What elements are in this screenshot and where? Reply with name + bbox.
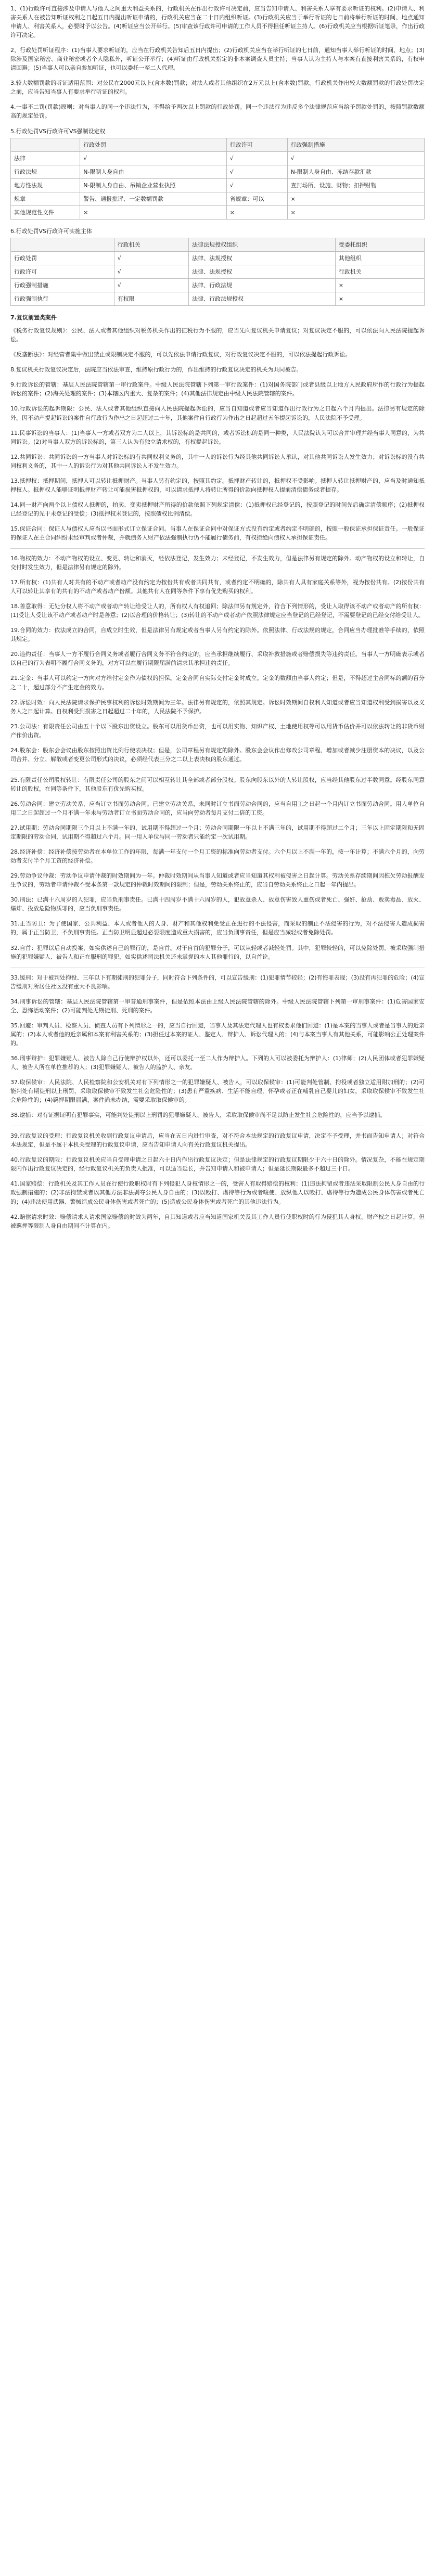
paragraph: 9.行政诉讼的管辖：基层人民法院管辖第一审行政案件。中级人民法院管辖下列第一审行政案件：(1)对国务院部门或者县级以上地方人民政府所作的行政行为提起诉讼的案件；(2)海关处理的案件；(3)本辖区内重大、复杂的案件；(4)其他法律规定由中级人民法院管辖的案件。 xyxy=(10,381,425,397)
paragraph: 35.回避：审判人员、检察人员、侦查人员有下列情形之一的，应当自行回避，当事人及其法定代理人也有权要求他们回避：(1)是本案的当事人或者是当事人的近亲属的；(2)本人或者他的近亲属和本案有利害关系的；(3)担任过本案的证人、鉴定人、辩护人、诉讼代理人的；(4)与本案当事人有其他关系，可能影响公正处理案件的。 xyxy=(10,1022,425,1047)
table-cell: 法律、行政法规 xyxy=(189,279,336,292)
table-cell: 地方性法规 xyxy=(11,178,80,192)
table-cell: √ xyxy=(114,251,188,265)
paragraph: 20.违约责任：当事人一方不履行合同义务或者履行合同义务不符合约定的，应当承担继续履行、采取补救措施或者赔偿损失等违约责任。当事人一方明确表示或者以自己的行为表明不履行合同义务的，对方可以在履行期限届满前请求其承担违约责任。 xyxy=(10,651,425,667)
paragraph: 18.善意取得：无处分权人将不动产或者动产转让给受让人的，所有权人有权追回；除法律另有规定外，符合下列情形的，受让人取得该不动产或者动产的所有权：(1)受让人受让该不动产或者动产时是善意；(2)以合理的价格转让；(3)转让的不动产或者动产依照法律规定应当登记的已经登记，不需要登记的已经交付给受让人。 xyxy=(10,603,425,619)
table-header-cell: 行政强制措施 xyxy=(287,138,424,151)
table-cell: 警告、通报批评、一定数额罚款 xyxy=(80,192,226,205)
table-header-row xyxy=(11,238,425,251)
table-header-cell: 行政许可 xyxy=(226,138,287,151)
paragraph: 36.刑事辩护：犯罪嫌疑人、被告人除自己行使辩护权以外，还可以委托一至二人作为辩护人。下列的人可以被委托为辩护人：(1)律师；(2)人民团体或者犯罪嫌疑人、被告人所在单位推荐的人；(3)犯罪嫌疑人、被告人的监护人、亲友。 xyxy=(10,1054,425,1071)
table-row xyxy=(11,265,425,278)
paragraph: 23.公司法：有限责任公司由五十个以下股东出资设立。股东可以用货币出资，也可以用实物、知识产权、土地使用权等可以用货币估价并可以依法转让的非货币财产作价出资。 xyxy=(10,723,425,739)
paragraph: 17.所有权：(1)共有人对共有的不动产或者动产没有约定为按份共有或者共同共有，或者约定不明确的，除共有人具有家庭关系等外，视为按份共有。(2)按份共有人可以转让其享有的共有的不动产或者动产份额。其他共有人在同等条件下享有优先购买的权利。 xyxy=(10,579,425,595)
paragraph: 2、行政处罚听证程序：(1)当事人要求听证的，应当在行政机关告知后五日内提出；(2)行政机关应当在举行听证的七日前，通知当事人举行听证的时间、地点；(3)除涉及国家秘密、商业秘密或者个人隐私外，听证公开举行；(4)听证由行政机关指定的非本案调查人员主持；当事人认为主持人与本案有直接利害关系的，有权申请回避；(5)当事人可以亲自参加听证，也可以委托一至二人代理。 xyxy=(10,47,425,72)
table-cell: 其他组织 xyxy=(335,251,424,265)
table-cell: 行政许可 xyxy=(11,265,114,278)
paragraph: 《税务行政复议规则》：公民、法人或者其他组织对税务机关作出的征税行为不服的，应当先向复议机关申请复议；对复议决定不服的，可以依法向人民法院提起诉讼。 xyxy=(10,327,425,343)
section-title: 7.复议前置类案件 xyxy=(10,314,57,321)
paragraph-group xyxy=(10,973,425,1120)
paragraph-group xyxy=(10,554,425,764)
table-cell: N-限制人身自由、吊销企业营业执照 xyxy=(80,178,226,192)
table-cell: 其他规范性文件 xyxy=(11,205,80,219)
paragraph: 3.较大数额罚款的听证适用范围：对公民在2000元以上(含本数)罚款；对法人或者其他组织在2万元以上(含本数)罚款。行政机关作出较大数额罚款的行政处罚决定之前，应当告知当事人有要求举行听证的权利。 xyxy=(10,80,425,96)
table-powers xyxy=(10,138,425,220)
table-header-row xyxy=(11,138,425,151)
table-subjects xyxy=(10,238,425,306)
table-cell: 行政强制措施 xyxy=(11,279,114,292)
table-cell: × xyxy=(80,205,226,219)
paragraph: 14.同一财产向两个以上债权人抵押的，拍卖、变卖抵押财产所得的价款依照下列规定清偿：(1)抵押权已经登记的，按照登记的时间先后确定清偿顺序；(2)抵押权已经登记的先于未登记的受偿；(3)抵押权未登记的，按照债权比例清偿。 xyxy=(10,501,425,517)
paragraph-group xyxy=(10,4,425,121)
table-cell: √ xyxy=(80,151,226,165)
document-page xyxy=(0,0,435,1230)
table-cell: √ xyxy=(114,279,188,292)
table-cell: × xyxy=(226,205,287,219)
table-header-cell: 法律法规授权组织 xyxy=(189,238,336,251)
table-row xyxy=(11,178,425,192)
table-cell: 行政处罚 xyxy=(11,251,114,265)
paragraph: 25.有限责任公司股权转让：有限责任公司的股东之间可以相互转让其全部或者部分股权。股东向股东以外的人转让股权，应当经其他股东过半数同意。经股东同意转让的股权，在同等条件下，其他股东有优先购买权。 xyxy=(10,776,425,792)
table-cell: 行政法规 xyxy=(11,165,80,178)
table2-caption: 6.行政处罚VS行政许可实施主体 xyxy=(10,227,93,235)
table-row xyxy=(11,205,425,219)
table1-caption: 5.行政处罚VS行政许可VS强制设定权 xyxy=(10,127,106,135)
table-row xyxy=(11,279,425,292)
paragraph: 38.逮捕：对有证据证明有犯罪事实，可能判处徒刑以上刑罚的犯罪嫌疑人、被告人，采取取保候审尚不足以防止发生社会危险性的，应当予以逮捕。 xyxy=(10,1112,386,1119)
table-cell: N-限制人身自由 xyxy=(80,165,226,178)
table-cell: √ xyxy=(114,265,188,278)
paragraph: 40.行政复议的期限：行政复议机关应当自受理申请之日起六十日内作出行政复议决定；但是法律规定的行政复议期限少于六十日的除外。情况复杂，不能在规定期限内作出行政复议决定的，经行政复议机关的负责人批准，可以适当延长，并告知申请人和被申请人；但是延长期限最多不超过三十日。 xyxy=(10,1156,425,1173)
table-cell: 行政机关 xyxy=(335,265,424,278)
paragraph: 10.行政诉讼的起诉期限：公民、法人或者其他组织直接向人民法院提起诉讼的，应当自知道或者应当知道作出行政行为之日起六个月内提出。法律另有规定的除外。因不动产提起诉讼的案件自行政行为作出之日起超过二十年，其他案件自行政行为作出之日起超过五年提起诉讼的，人民法院不予受理。 xyxy=(10,405,425,421)
paragraph-group xyxy=(10,1131,425,1230)
table-cell: √ xyxy=(287,151,424,165)
paragraph: 8.复议机关行政复议决定后，法院应当依法审查，维持原行政行为的，作出维持的行政复议决定的机关为共同被告。 xyxy=(10,366,302,373)
table-cell: 行政强制执行 xyxy=(11,292,114,306)
paragraph: 13.抵押权：抵押期间，抵押人可以转让抵押财产。当事人另有约定的，按照其约定。抵押财产转让的，抵押权不受影响。抵押人转让抵押财产的，应当及时通知抵押权人。抵押权人能够证明抵押财产转让可能损害抵押权的，可以请求抵押人将转让所得的价款向抵押权人提前清偿债务或者提存。 xyxy=(10,477,425,493)
paragraph: 26.劳动合同：建立劳动关系，应当订立书面劳动合同。已建立劳动关系，未同时订立书面劳动合同的，应当自用工之日起一个月内订立书面劳动合同。用人单位自用工之日起超过一个月不满一年未与劳动者订立书面劳动合同的，应当向劳动者每月支付二倍的工资。 xyxy=(10,800,425,816)
table-cell: √ xyxy=(226,165,287,178)
paragraph: 24.股东会：股东会会议由股东按照出资比例行使表决权；但是，公司章程另有规定的除外。股东会会议作出修改公司章程、增加或者减少注册资本的决议，以及公司合并、分立、解散或者变更公司形式的决议，必须经代表三分之二以上表决权的股东通过。 xyxy=(10,746,425,763)
table-header-cell xyxy=(11,238,114,251)
paragraph: 39.行政复议的受理：行政复议机关收到行政复议申请后，应当在五日内进行审查，对不符合本法规定的行政复议申请，决定不予受理，并书面告知申请人；对符合本法规定，但是不属于本机关受理的行政复议申请，应当告知申请人向有关行政复议机关提出。 xyxy=(10,1132,425,1149)
paragraph: 21.定金：当事人可以约定一方向对方给付定金作为债权的担保。定金合同自实际交付定金时成立。定金的数额由当事人约定；但是，不得超过主合同标的额的百分之二十，超过部分不产生定金的效力。 xyxy=(10,675,425,691)
paragraph: 4.一事不二罚(罚款)原则：对当事人的同一个违法行为，不得给予两次以上罚款的行政处罚。同一个违法行为违反多个法律规范应当给予罚款处罚的，按照罚款数额高的规定处罚。 xyxy=(10,104,425,120)
paragraph: 32.自首：犯罪以后自动投案，如实供述自己的罪行的，是自首。对于自首的犯罪分子，可以从轻或者减轻处罚。其中，犯罪较轻的，可以免除处罚。被采取强制措施的犯罪嫌疑人、被告人和正在服刑的罪犯，如实供述司法机关还未掌握的本人其他罪行的，以自首论。 xyxy=(10,944,425,960)
table-row xyxy=(11,151,425,165)
table-cell: 查封场所、设施、财物；扣押财物 xyxy=(287,178,424,192)
table-cell: × xyxy=(335,279,424,292)
paragraph: 28.经济补偿：经济补偿按劳动者在本单位工作的年限，每满一年支付一个月工资的标准向劳动者支付。六个月以上不满一年的，按一年计算；不满六个月的，向劳动者支付半个月工资的经济补偿。 xyxy=(10,848,425,865)
table-cell: × xyxy=(287,192,424,205)
table-cell: √ xyxy=(226,151,287,165)
table-header-cell: 行政处罚 xyxy=(80,138,226,151)
table-row xyxy=(11,192,425,205)
paragraph: 1、(1)行政许可直接涉及申请人与他人之间重大利益关系的，行政机关在作出行政许可决定前，应当告知申请人、利害关系人享有要求听证的权利。(2)申请人、利害关系人在被告知听证权利之日起五日内提出听证申请的，行政机关应当在二十日内组织听证。(3)行政机关应当于举行听证的七日前将举行听证的时间、地点通知申请人、利害关系人，必要时予以公告。(4)听证应当公开举行。(5)审查该行政许可申请的工作人员不得担任听证主持人。(6)行政机关应当根据听证笔录，作出行政许可决定。 xyxy=(10,5,425,39)
table-row xyxy=(11,292,425,306)
table-header-cell xyxy=(11,138,80,151)
table-cell: × xyxy=(287,205,424,219)
paragraph: 42.赔偿请求时效：赔偿请求人请求国家赔偿的时效为两年，自其知道或者应当知道国家机关及其工作人员行使职权时的行为侵犯其人身权、财产权之日起计算，但被羁押等限制人身自由期间不计算在内。 xyxy=(10,1213,425,1229)
paragraph: 11.民事诉讼的当事人：(1)当事人一方或者双方为二人以上，其诉讼标的是共同的，或者诉讼标的是同一种类，人民法院认为可以合并审理并经当事人同意的，为共同诉讼。(2)对当事人双方的诉讼标的，第三人认为有独立请求权的，有权提起诉讼。 xyxy=(10,429,425,445)
paragraph: 30.刑法：已满十六周岁的人犯罪，应当负刑事责任。已满十四周岁不满十六周岁的人，犯故意杀人、故意伤害致人重伤或者死亡、强奸、抢劫、贩卖毒品、放火、爆炸、投放危险物质罪的，应当负刑事责任。 xyxy=(10,896,425,912)
paragraph: 27.试用期：劳动合同期限三个月以上不满一年的，试用期不得超过一个月；劳动合同期限一年以上不满三年的，试用期不得超过二个月；三年以上固定期限和无固定期限的劳动合同，试用期不得超过六个月。同一用人单位与同一劳动者只能约定一次试用期。 xyxy=(10,825,425,841)
paragraph: 41.国家赔偿：行政机关及其工作人员在行使行政职权时有下列侵犯人身权情形之一的，受害人有取得赔偿的权利：(1)违法拘留或者违法采取限制公民人身自由的行政强制措施的；(2)非法拘禁或者以其他方法非法剥夺公民人身自由的；(3)以殴打、虐待等行为或者唆使、放纵他人以殴打、虐待等行为造成公民身体伤害或者死亡的；(4)违法使用武器、警械造成公民身体伤害或者死亡的；(5)造成公民身体伤害或者死亡的其他违法行为。 xyxy=(10,1180,425,1205)
divider xyxy=(10,548,425,549)
table-header-cell: 行政机关 xyxy=(114,238,188,251)
paragraph: 16.物权的效力：不动产物权的设立、变更、转让和消灭，经依法登记，发生效力；未经登记，不发生效力，但是法律另有规定的除外。动产物权的设立和转让，自交付时发生效力，但是法律另有规定的除外。 xyxy=(10,555,425,571)
table-row xyxy=(11,165,425,178)
paragraph-group xyxy=(10,326,425,542)
table-cell: 法律、行政法规授权 xyxy=(189,292,336,306)
paragraph: 37.取保候审：人民法院、人民检察院和公安机关对有下列情形之一的犯罪嫌疑人、被告人，可以取保候审：(1)可能判处管制、拘役或者独立适用附加刑的；(2)可能判处有期徒刑以上刑罚，采取取保候审不致发生社会危险性的；(3)患有严重疾病、生活不能自理，怀孕或者正在哺乳自己婴儿的妇女，采取取保候审不致发生社会危险性的；(4)羁押期限届满，案件尚未办结，需要采取取保候审的。 xyxy=(10,1079,425,1104)
paragraph: 19.合同的效力：依法成立的合同，自成立时生效，但是法律另有规定或者当事人另有约定的除外。依照法律、行政法规的规定，合同应当办理批准等手续的，依照其规定。 xyxy=(10,627,425,643)
table-cell: N-限制人身自由、冻结存款汇款 xyxy=(287,165,424,178)
table-cell: 有权限 xyxy=(114,292,188,306)
paragraph: 33.缓刑：对于被判处拘役、三年以下有期徒刑的犯罪分子，同时符合下列条件的，可以宣告缓刑：(1)犯罪情节较轻；(2)有悔罪表现；(3)没有再犯罪的危险；(4)宣告缓刑对所居住社区没有重大不良影响。 xyxy=(10,974,425,990)
table-row xyxy=(11,251,425,265)
paragraph: 《反垄断法》：对经营者集中做出禁止或限制决定不服的，可以先依法申请行政复议，对行政复议决定不服的，可以依法提起行政诉讼。 xyxy=(10,351,351,358)
table-cell: × xyxy=(335,292,424,306)
table-cell: 法律 xyxy=(11,151,80,165)
paragraph: 31.正当防卫：为了使国家、公共利益、本人或者他人的人身、财产和其他权利免受正在进行的不法侵害，而采取的制止不法侵害的行为，对不法侵害人造成损害的，属于正当防卫，不负刑事责任。正当防卫明显超过必要限度造成重大损害的，应当负刑事责任，但是应当减轻或者免除处罚。 xyxy=(10,920,425,936)
table-cell: 法律、法规授权 xyxy=(189,251,336,265)
paragraph: 12.共同诉讼：共同诉讼的一方当事人对诉讼标的有共同权利义务的，其中一人的诉讼行为经其他共同诉讼人承认，对其他共同诉讼人发生效力；对诉讼标的没有共同权利义务的，其中一人的诉讼行为对其他共同诉讼人不发生效力。 xyxy=(10,453,425,469)
paragraph: 29.劳动争议仲裁：劳动争议申请仲裁的时效期间为一年。仲裁时效期间从当事人知道或者应当知道其权利被侵害之日起计算。劳动关系存续期间因拖欠劳动报酬发生争议的，劳动者申请仲裁不受本条第一款规定的仲裁时效期间的限制；但是，劳动关系终止的，应当自劳动关系终止之日起一年内提出。 xyxy=(10,872,425,888)
table-header-cell: 受委托组织 xyxy=(335,238,424,251)
table-cell: 规章 xyxy=(11,192,80,205)
table-cell: √ xyxy=(226,178,287,192)
table-cell: 省规章：可以 xyxy=(226,192,287,205)
paragraph: 22.诉讼时效：向人民法院请求保护民事权利的诉讼时效期间为三年。法律另有规定的，依照其规定。诉讼时效期间自权利人知道或者应当知道权利受到损害以及义务人之日起计算。自权利受到损害之日起超过二十年的，人民法院不予保护。 xyxy=(10,699,425,715)
paragraph-group xyxy=(10,776,425,961)
paragraph: 34.刑事诉讼的管辖：基层人民法院管辖第一审普通刑事案件，但是依照本法由上级人民法院管辖的除外。中级人民法院管辖下列第一审刑事案件：(1)危害国家安全、恐怖活动案件；(2)可能判处无期徒刑、死刑的案件。 xyxy=(10,998,425,1014)
paragraph: 15.保证合同：保证人与债权人应当以书面形式订立保证合同。当事人在保证合同中对保证方式没有约定或者约定不明确的，按照一般保证承担保证责任。一般保证的保证人在主合同纠纷未经审判或者仲裁，并就债务人财产依法强制执行仍不能履行债务前，有权拒绝向债权人承担保证责任。 xyxy=(10,525,425,541)
table-cell: 法律、法规授权 xyxy=(189,265,336,278)
